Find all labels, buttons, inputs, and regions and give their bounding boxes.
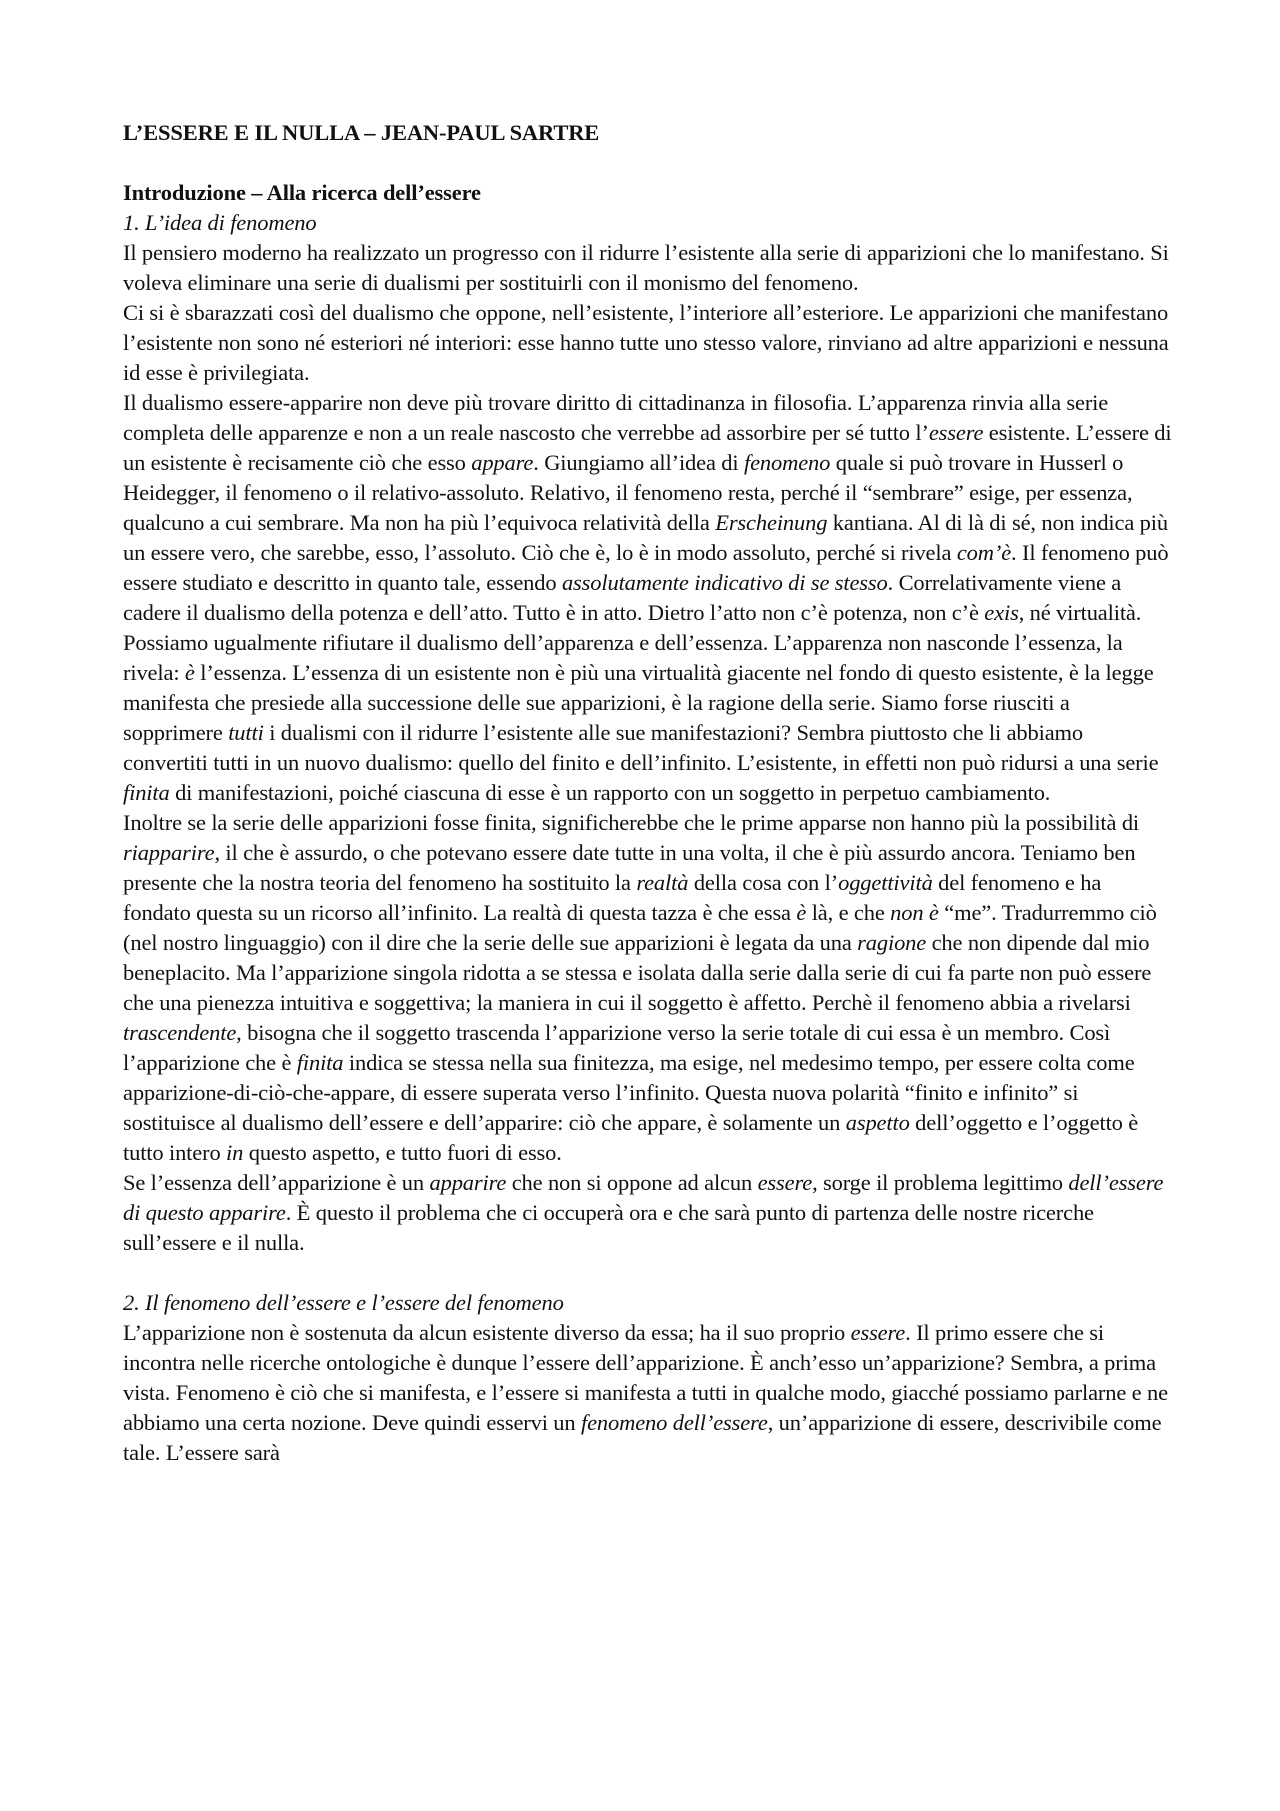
text-run: esistente. L’essere di un esistente è recisamente ciò che esso: [123, 420, 1172, 475]
text-run: L’apparizione non è sostenuta da alcun esistente diverso da essa; ha il suo proprio: [123, 1320, 851, 1345]
paragraph-2: [123, 298, 1173, 388]
italic-text-run: finita: [123, 780, 170, 805]
subsection-heading-2: 2. Il fenomeno dell’essere e l’essere del fenomeno: [123, 1290, 564, 1315]
italic-text-run: realtà: [636, 870, 689, 895]
text-run: , un’apparizione di essere, descrivibile come tale. L’essere sarà: [123, 1410, 1162, 1465]
subsection-heading-1: 1. L’idea di fenomeno: [123, 210, 317, 235]
text-run: che non dipende dal mio beneplacito. Ma l’apparizione singola ridotta a se stessa e isolata dalla serie dalla serie di cui fa parte non può essere che una pienezza intuitiva e soggettiva; la maniera in cui il soggetto è affetto. Perchè il fenomeno abbia a rivelarsi: [123, 930, 1152, 1015]
text-run: . Giungiamo all’idea di: [533, 450, 744, 475]
italic-text-run: oggettività: [838, 870, 933, 895]
italic-text-run: ragione: [857, 930, 927, 955]
paragraph-4: [123, 808, 1173, 1168]
text-run: kantiana. Al di là di sé, non indica più un essere vero, che sarebbe, esso, l’assoluto. Ciò che è, lo è in modo assoluto, perché si rivela: [123, 510, 1168, 565]
paragraph-6: [123, 1318, 1173, 1468]
document-page: [123, 118, 1173, 1468]
italic-text-run: non è: [890, 900, 939, 925]
italic-text-run: appare: [471, 450, 534, 475]
text-run: indica se stessa nella sua finitezza, ma esige, nel medesimo tempo, per essere colta come apparizione-di-ciò-che-appare, di essere superata verso l’infinito. Questa nuova polarità “finito e infinito” si sostituisce al dualismo dell’essere e dell’apparire: ciò che appare, è solamente un: [123, 1050, 1135, 1135]
italic-text-run: finita: [296, 1050, 344, 1075]
text-run: , bisogna che il soggetto trascenda l’apparizione verso la serie totale di cui essa è un membro. Così l’apparizione che è: [123, 1020, 1111, 1075]
italic-text-run: tutti: [228, 720, 264, 745]
text-run: , il che è assurdo, o che potevano essere date tutte in una volta, il che è più assurdo ancora. Teniamo ben presente che la nostra teoria del fenomeno ha sostituito la: [123, 840, 1136, 895]
text-run: l’essenza. L’essenza di un esistente non è più una virtualità giacente nel fondo di questo esistente, è la legge manifesta che presiede alla successione delle sue apparizioni, è la ragione della serie. Siamo forse riusciti a sopprimere: [123, 660, 1154, 745]
text-run: Se l’essenza dell’apparizione è un: [123, 1170, 430, 1195]
text-run: i dualismi con il ridurre l’esistente alle sue manifestazioni? Sembra piuttosto che li abbiamo convertiti tutti in un nuovo dualismo: quello del finito e dell’infinito. L’esistente, in effetti non può ridursi a una serie: [123, 720, 1159, 775]
italic-text-run: apparire: [429, 1170, 507, 1195]
italic-text-run: com’è: [956, 540, 1012, 565]
paragraph-1: [123, 238, 1173, 298]
text-run: “me”. Tradurremmo ciò (nel nostro linguaggio) con il dire che la serie delle sue apparizioni è legata da una: [123, 900, 1157, 955]
italic-text-run: fenomeno dell’essere: [580, 1410, 768, 1435]
italic-text-run: essere: [850, 1320, 906, 1345]
text-run: là, e che: [806, 900, 891, 925]
text-run: . Il fenomeno può essere studiato e descritto in quanto tale, essendo: [123, 540, 1169, 595]
italic-text-run: trascendente: [123, 1020, 237, 1045]
text-run: Il dualismo essere-apparire non deve più trovare diritto di cittadinanza in filosofia. L’apparenza rinvia alla serie completa delle apparenze e non a un reale nascosto che verrebbe ad assorbire per sé tutto l’: [123, 390, 1109, 445]
section-gap: [123, 1258, 1173, 1288]
italic-text-run: assolutamente indicativo di se stesso: [561, 570, 888, 595]
text-run: Ci si è sbarazzati così del dualismo che oppone, nell’esistente, l’interiore all’esteriore. Le apparizioni che manifestano l’esistente non sono né esteriori né interiori: esse hanno tutte uno stesso valore, rinviano ad altre apparizioni e nessuna id esse è privilegiata.: [123, 300, 1169, 385]
text-run: della cosa con l’: [688, 870, 839, 895]
text-run: di manifestazioni, poiché ciascuna di esse è un rapporto con un soggetto in perpetuo cambiamento.: [169, 780, 1051, 805]
text-run: Il pensiero moderno ha realizzato un progresso con il ridurre l’esistente alla serie di apparizioni che lo manifestano. Si voleva eliminare una serie di dualismi per sostituirli con il monismo del fenomeno.: [123, 240, 1169, 295]
italic-text-run: è: [184, 660, 195, 685]
italic-text-run: essere: [928, 420, 984, 445]
text-run: del fenomeno e ha fondato questa su un ricorso all’infinito. La realtà di questa tazza è che essa: [123, 870, 1102, 925]
text-run: . Il primo essere che si incontra nelle ricerche ontologiche è dunque l’essere dell’apparizione. È anch’esso un’apparizione? Sembra, a prima vista. Fenomeno è ciò che si manifesta, e l’essere si manifesta a tutti in qualche modo, giacché possiamo parlarne e ne abbiamo una certa nozione. Deve quindi esservi un: [123, 1320, 1168, 1435]
italic-text-run: exis: [984, 600, 1019, 625]
text-run: quale si può trovare in Husserl o Heidegger, il fenomeno o il relativo-assoluto. Relativo, il fenomeno resta, perché il “sembrare” esige, per essenza, qualcuno a cui sembrare. Ma non ha più l’equivoca relatività della: [123, 450, 1133, 535]
italic-text-run: è: [796, 900, 807, 925]
italic-text-run: essere: [757, 1170, 813, 1195]
paragraph-3: [123, 388, 1173, 808]
text-run: questo aspetto, e tutto fuori di esso.: [243, 1140, 562, 1165]
document-title: L’ESSERE E IL NULLA – JEAN-PAUL SARTRE: [123, 120, 600, 145]
italic-text-run: aspetto: [845, 1110, 910, 1135]
text-run: . È questo il problema che ci occuperà ora e che sarà punto di partenza delle nostre ricerche sull’essere e il nulla.: [123, 1200, 1094, 1255]
text-run: , sorge il problema legittimo: [812, 1170, 1069, 1195]
paragraph-5: [123, 1168, 1173, 1258]
italic-text-run: fenomeno: [743, 450, 831, 475]
text-run: . Correlativamente viene a cadere il dualismo della potenza e dell’atto. Tutto è in atto. Dietro l’atto non c’è potenza, non c’è: [123, 570, 1122, 625]
section-heading: Introduzione – Alla ricerca dell’essere: [123, 180, 481, 205]
italic-text-run: dell’essere di questo apparire: [123, 1170, 1164, 1225]
text-run: , né virtualità. Possiamo ugualmente rifiutare il dualismo dell’apparenza e dell’essenza. L’apparenza non nasconde l’essenza, la rivela:: [123, 600, 1142, 685]
italic-text-run: Erscheinung: [715, 510, 828, 535]
text-run: dell’oggetto e l’oggetto è tutto intero: [123, 1110, 1139, 1165]
text-run: che non si oppone ad alcun: [506, 1170, 758, 1195]
text-run: Inoltre se la serie delle apparizioni fosse finita, significherebbe che le prime apparse non hanno più la possibilità di: [123, 810, 1140, 835]
italic-text-run: in: [226, 1140, 244, 1165]
italic-text-run: riapparire: [123, 840, 215, 865]
